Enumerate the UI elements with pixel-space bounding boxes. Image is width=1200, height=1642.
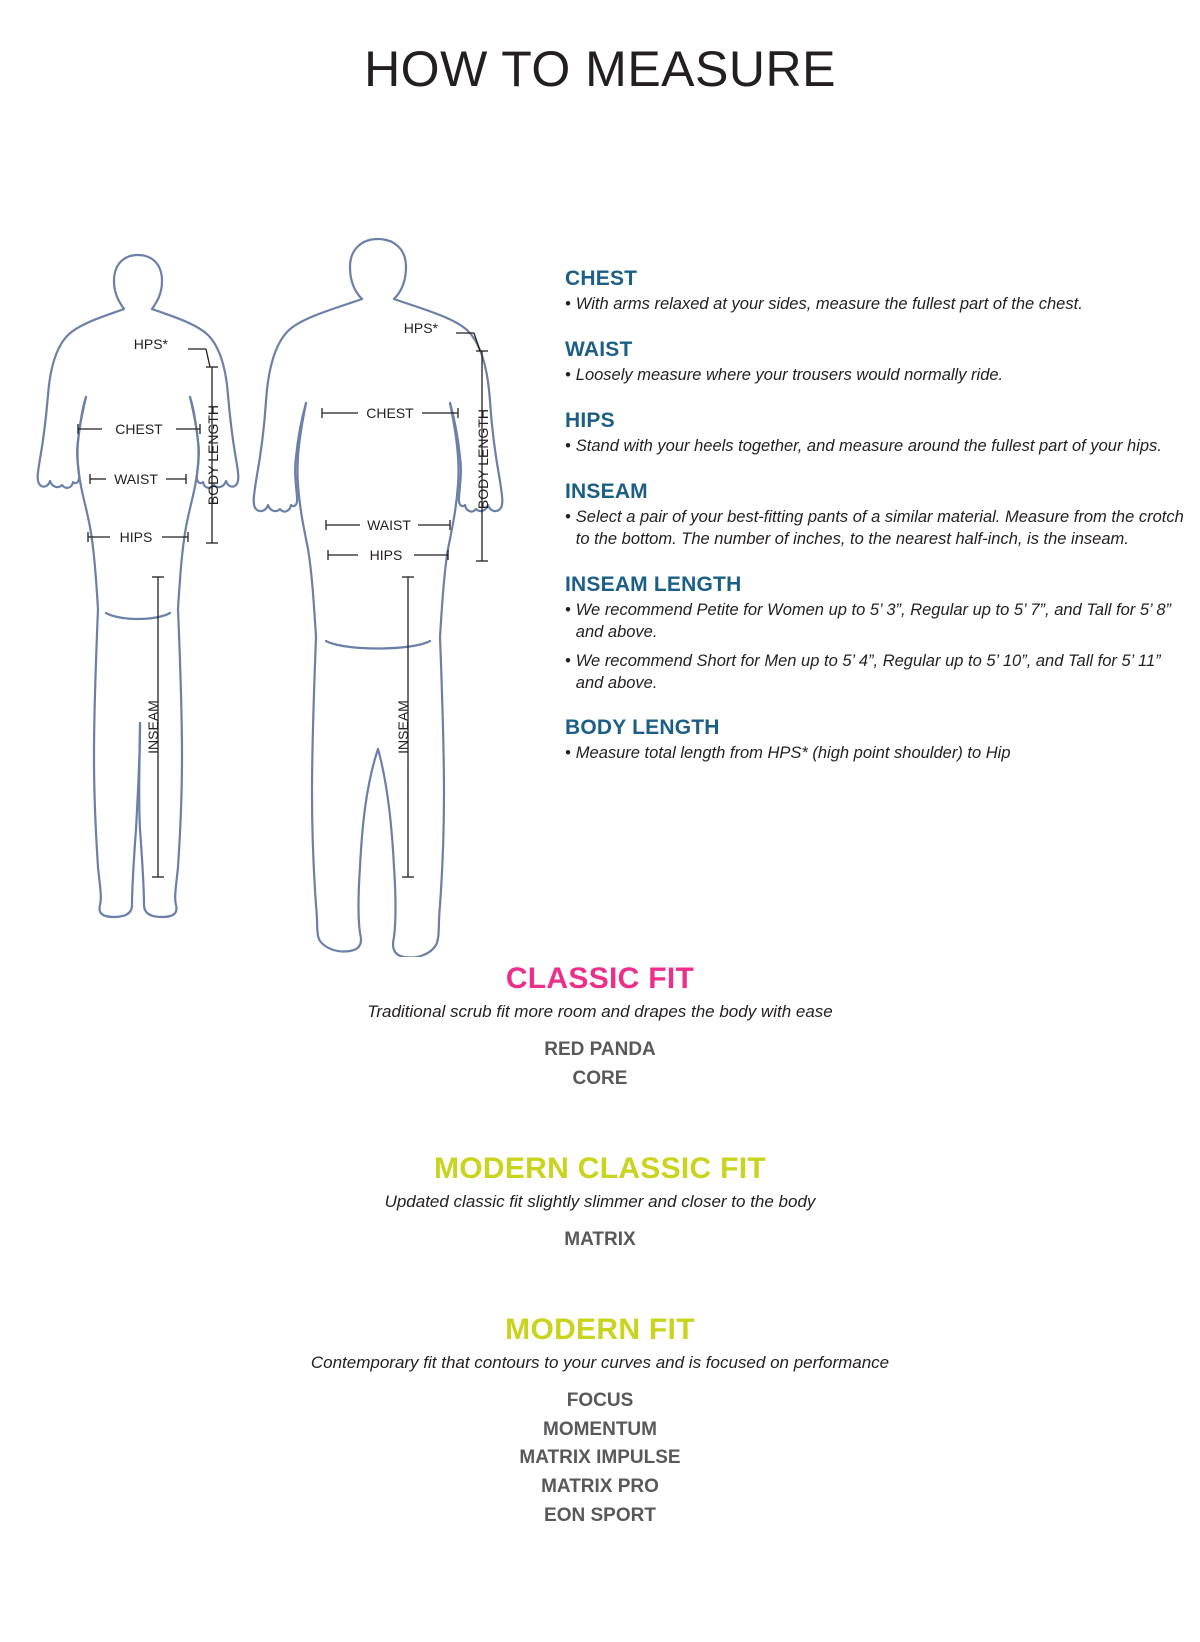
fit-item-list xyxy=(0,1226,1200,1255)
label-body-length-female: BODY LENGTH xyxy=(205,404,221,506)
female-figure xyxy=(38,255,239,917)
fit-modern-classic xyxy=(0,1152,1200,1255)
fit-types-section xyxy=(0,962,1200,1561)
definition-text: With arms relaxed at your sides, measure the fullest part of the chest. xyxy=(575,295,1083,313)
definition-body-length xyxy=(565,716,1185,765)
definition-text: Loosely measure where your trousers would normally ride. xyxy=(575,365,1004,384)
fit-item-list xyxy=(0,1387,1200,1531)
spacer xyxy=(0,1285,1200,1313)
label-inseam-male: INSEAM xyxy=(395,700,411,754)
fit-title: MODERN CLASSIC FIT xyxy=(433,1151,767,1185)
definition-text: We recommend Petite for Women up to 5’ 3”, Regular up to 5’ 7”, and Tall for 5’ 8” and above. xyxy=(575,600,1172,641)
male-measure-labels xyxy=(366,320,491,754)
fit-item: RED PANDA xyxy=(544,1039,656,1060)
definition-line xyxy=(565,600,1185,644)
fit-title: MODERN FIT xyxy=(505,1312,695,1346)
definition-inseam-length xyxy=(565,573,1185,695)
fit-item: MATRIX IMPULSE xyxy=(519,1447,681,1469)
figures-svg xyxy=(10,237,530,957)
label-chest-male: CHEST xyxy=(366,405,414,421)
page-title: HOW TO MEASURE xyxy=(364,41,836,97)
label-hips-male: HIPS xyxy=(369,547,403,563)
fit-title: CLASSIC FIT xyxy=(505,962,695,995)
definition-title: CHEST xyxy=(565,267,638,290)
label-chest-female: CHEST xyxy=(115,421,163,437)
definition-line xyxy=(565,743,1185,765)
label-waist-female: WAIST xyxy=(114,471,158,487)
definition-title: WAIST xyxy=(565,337,633,361)
definition-waist xyxy=(565,338,1185,387)
female-measure-labels xyxy=(114,336,221,754)
definition-text: Select a pair of your best-fitting pants of a similar material. Measure from the crotch to the bottom. The number of inches, to the nearest half-inch, is the inseam. xyxy=(575,507,1184,548)
definition-line xyxy=(565,294,1185,316)
fit-modern xyxy=(0,1313,1200,1531)
definition-line xyxy=(565,436,1185,458)
body-figures-illustration xyxy=(10,237,530,957)
bullet-icon: • xyxy=(565,436,571,455)
male-figure xyxy=(254,239,503,957)
label-waist-male: WAIST xyxy=(367,517,411,533)
definition-title: HIPS xyxy=(565,408,615,432)
measurement-definitions xyxy=(565,267,1185,787)
fit-description: Updated classic fit slightly slimmer and closer to the body xyxy=(384,1191,816,1211)
label-body-length-male: BODY LENGTH xyxy=(475,408,491,510)
fit-item: EON SPORT xyxy=(544,1505,656,1527)
definition-chest xyxy=(565,267,1185,316)
bullet-icon: • xyxy=(565,507,571,526)
measurement-guide-section xyxy=(0,97,1200,817)
bullet-icon: • xyxy=(565,600,571,619)
fit-description: Contemporary fit that contours to your curves and is focused on performance xyxy=(310,1352,890,1372)
definition-text: Measure total length from HPS* (high point shoulder) to Hip xyxy=(575,744,1011,763)
fit-item: MATRIX xyxy=(564,1228,636,1250)
bullet-icon: • xyxy=(565,651,571,670)
definition-hips xyxy=(565,409,1185,458)
fit-item-list xyxy=(0,1036,1200,1094)
definition-text: We recommend Short for Men up to 5’ 4”, Regular up to 5’ 10”, and Tall for 5’ 11” and above. xyxy=(575,651,1161,692)
definition-line xyxy=(565,651,1185,695)
spacer xyxy=(0,1124,1200,1152)
label-hps-female: HPS* xyxy=(133,336,168,352)
fit-classic xyxy=(0,962,1200,1094)
definition-title: INSEAM LENGTH xyxy=(565,572,742,596)
definition-text: Stand with your heels together, and measure around the fullest part of your hips. xyxy=(575,436,1162,455)
definition-title: INSEAM xyxy=(565,479,648,503)
bullet-icon: • xyxy=(565,365,571,384)
label-hps-male: HPS* xyxy=(403,320,438,336)
fit-item: MATRIX PRO xyxy=(541,1476,659,1498)
fit-item: CORE xyxy=(572,1067,628,1089)
definition-inseam xyxy=(565,480,1185,551)
fit-description: Traditional scrub fit more room and drapes the body with ease xyxy=(367,1002,833,1021)
fit-item: FOCUS xyxy=(566,1389,634,1411)
definition-line xyxy=(565,365,1185,387)
definition-line xyxy=(565,507,1185,551)
definition-title: BODY LENGTH xyxy=(565,716,720,740)
bullet-icon: • xyxy=(565,295,571,313)
bullet-icon: • xyxy=(565,744,571,763)
label-hips-female: HIPS xyxy=(119,529,153,545)
label-inseam-female: INSEAM xyxy=(145,700,161,754)
fit-item: MOMENTUM xyxy=(543,1418,657,1440)
